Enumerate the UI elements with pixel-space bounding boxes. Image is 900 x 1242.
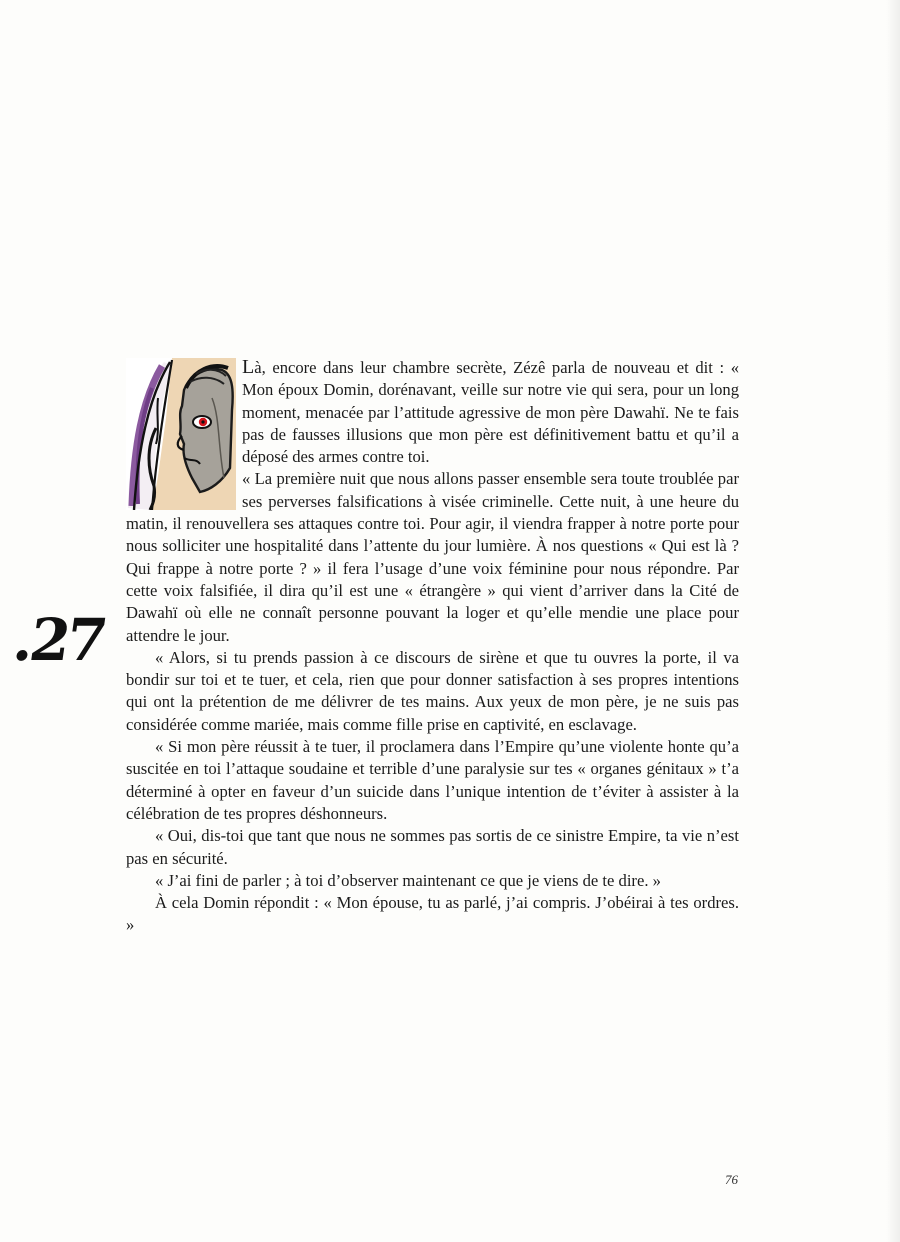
paragraph: « Si mon père réussit à te tuer, il proclamera dans l’Empire qu’une violente honte qu’a suscitée en toi l’attaque soudaine et terrible d’une paralysie sur tes « organes génitaux » t’a déterminé à opter en faveur d’un suicide dans l’unique intention de t’éviter à assister à la célébration de tes propres déshonneurs.: [126, 737, 739, 823]
page-edge-shadow: [886, 0, 900, 1242]
chapter-number: .27: [9, 606, 108, 674]
illustration-wrap-space: [126, 356, 242, 512]
paragraph: Là, encore dans leur chambre secrète, Zézê parla de nouveau et dit : « Mon époux Domin, dorénavant, veille sur notre vie qui sera, pour un long moment, menacée par l’attitude agressive de mon père Dawahï. Ne te fais pas de fausses illusions que mon père est définitivement battu et qu’il a déposé des armes contre toi.: [242, 356, 739, 467]
page-number: 76: [725, 1172, 738, 1187]
body-text: [126, 356, 739, 937]
paragraph: « Alors, si tu prends passion à ce discours de sirène et que tu ouvres la porte, il va bondir sur toi et te tuer, et cela, rien que pour donner satisfaction à ses propres intentions qui ont la prétention de me délivrer de tes mains. Aux yeux de mon père, je ne suis pas considérée comme mariée, mais comme fille prise en captivité, en esclavage.: [126, 647, 739, 734]
paragraph: « La première nuit que nous allons passer ensemble sera toute troublée par ses perverses falsifications à visée criminelle. Cette nuit, à une heure du matin, il renouvellera ses attaques contre toi. Pour agir, il viendra frapper à notre porte pour nous solliciter une hospitalité dans l’attente du jour lumière. À nos questions « Qui est là ? Qui frappe à notre porte ? » il fera l’usage d’une voix féminine pour nous répondre. Par cette voix falsifiée, il dira qu’il est une « étrangère » qui vient d’arriver dans la Cité de Dawahï où elle ne connaît personne pouvant la loger et qu’elle mendie une place pour attendre le jour.: [126, 469, 739, 645]
paragraph: « J’ai fini de parler ; à toi d’observer maintenant ce que je viens de te dire. »: [155, 870, 661, 890]
paragraph: « Oui, dis-toi que tant que nous ne sommes pas sortis de ce sinistre Empire, ta vie n’est pas en sécurité.: [126, 826, 739, 868]
paragraph: À cela Domin répondit : « Mon épouse, tu as parlé, j’ai compris. J’obéirai à tes ordres. »: [126, 893, 739, 935]
